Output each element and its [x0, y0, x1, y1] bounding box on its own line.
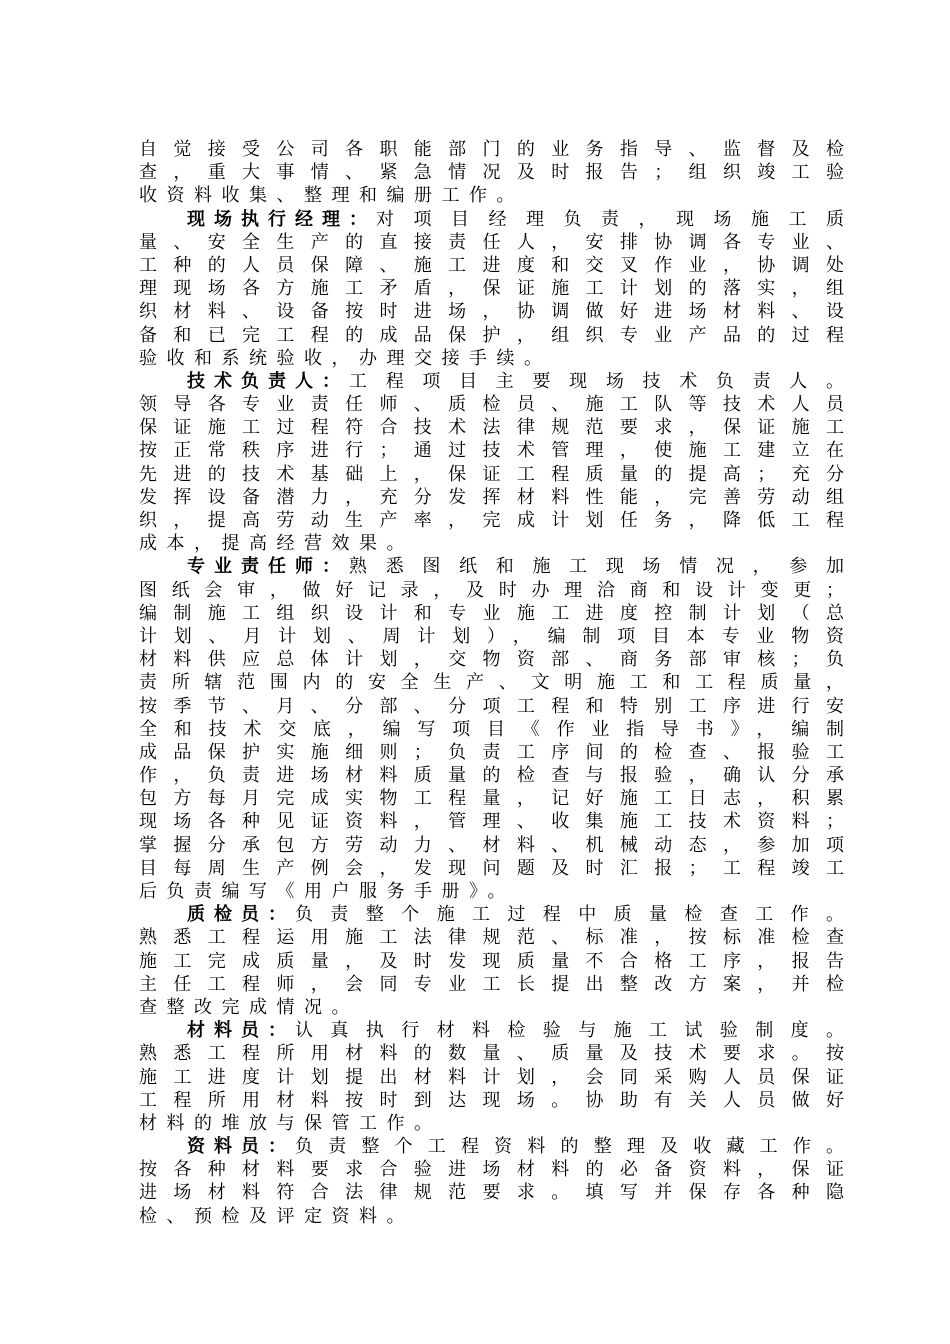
text-line [139, 439, 861, 462]
line-text: 材料的堆放与保管工作。 [139, 1112, 442, 1134]
line-text: 收资料收集、整理和编册工作。 [139, 185, 524, 207]
line-text: 工程项目主要现场技术负责人。 [349, 370, 863, 392]
text-line [139, 1205, 844, 1228]
text-line [139, 996, 844, 1019]
line-text: 图纸会审，做好记录，及时办理洽商和设计变更； [139, 579, 859, 601]
text-line [139, 1042, 861, 1065]
text-line [139, 857, 861, 880]
document-body [139, 138, 864, 1228]
line-text: 负责整个工程资料的整理及收藏工作。 [295, 1136, 860, 1158]
line-text: 包方每月完成实物工程量，记好施工日志，积累 [139, 788, 861, 810]
paragraph [139, 1019, 862, 1135]
role-heading: 质检员： [187, 904, 295, 926]
text-line [139, 973, 861, 996]
text-line [139, 741, 861, 764]
text-line [139, 903, 862, 926]
text-line [139, 926, 861, 949]
text-line [139, 347, 844, 370]
line-text: 掌握分承包方劳动力、材料、机械动态，参加项 [139, 834, 861, 856]
line-text: 进场材料符合法律规范要求。填写并保存各种隐 [139, 1182, 861, 1204]
role-heading: 资料员： [187, 1136, 295, 1158]
line-text: 责所辖范围内的安全生产、文明施工和工程质量， [139, 672, 859, 694]
line-text: 施工进度计划提出材料计划，会同采购人员保证 [139, 1066, 861, 1088]
text-line [139, 602, 861, 625]
text-line [139, 300, 861, 323]
text-line [139, 1158, 861, 1181]
line-text: 先进的技术基础上，保证工程质量的提高；充分 [139, 463, 861, 485]
line-text: 查，重大事情、紧急情况及时报告；组织竣工验 [139, 162, 861, 184]
line-text: 材料供应总体计划，交物资部、商务部审核；负 [139, 649, 861, 671]
line-text: 作，负责进场材料质量的检查与报验，确认分承 [139, 765, 861, 787]
line-text: 按正常秩序进行；通过技术管理，使施工建立在 [139, 440, 861, 462]
text-line [139, 231, 861, 254]
paragraph [139, 555, 863, 903]
text-line [139, 810, 861, 833]
text-line [139, 509, 861, 532]
paragraph [139, 370, 863, 556]
paragraph [139, 138, 861, 208]
line-text: 理现场各方施工矛盾，保证施工计划的落实，组 [139, 278, 861, 300]
text-line [139, 254, 861, 277]
text-line [139, 1019, 862, 1042]
text-line [139, 671, 859, 694]
line-text: 织材料、设备按时进场，协调做好进场材料、设 [139, 301, 861, 323]
line-text: 熟悉工程运用施工法律规范、标准，按标准检查 [139, 927, 861, 949]
line-text: 工程所用材料按时到达现场。协助有关人员做好 [139, 1089, 861, 1111]
line-text: 施工完成质量，及时发现质量不合格工序，报告 [139, 950, 861, 972]
text-line [139, 1066, 861, 1089]
line-text: 对项目经理负责，现场施工质 [376, 208, 864, 230]
line-text: 发挥设备潜力，充分发挥材料性能，完善劳动组 [139, 486, 861, 508]
text-line [139, 880, 844, 903]
text-line [139, 834, 861, 857]
text-line [139, 161, 861, 184]
paragraph [139, 208, 864, 370]
text-line [139, 324, 861, 347]
text-line [139, 625, 861, 648]
line-text: 目每周生产例会，发现问题及时汇报；工程竣工 [139, 857, 861, 879]
text-line [139, 1112, 844, 1135]
text-line [139, 463, 861, 486]
line-text: 自觉接受公司各职能部门的业务指导、监督及检 [139, 139, 861, 160]
line-text: 验收和系统验收，办理交接手续。 [139, 347, 552, 369]
paragraph [139, 903, 862, 1019]
line-text: 后负责编写《用户服务手册》。 [139, 881, 515, 902]
line-text: 熟悉工程所用材料的数量、质量及技术要求。按 [139, 1043, 861, 1065]
line-text: 按季节、月、分部、分项工程和特别工序进行安 [139, 695, 861, 717]
text-line [139, 695, 861, 718]
text-line [139, 277, 861, 300]
line-text: 保证施工过程符合技术法律规范要求，保证施工 [139, 417, 861, 439]
text-line [139, 370, 863, 393]
line-text: 成品保护实施细则；负责工序间的检查、报验工 [139, 741, 861, 763]
line-text: 检、预检及评定资料。 [139, 1205, 414, 1227]
text-line [139, 1135, 860, 1158]
text-line [139, 393, 861, 416]
text-line [139, 718, 861, 741]
line-text: 编制施工组织设计和专业施工进度控制计划（总 [139, 602, 861, 624]
line-text: 计划、月计划、周计划），编制项目本专业物资 [139, 625, 861, 647]
text-line [139, 787, 861, 810]
line-text: 工种的人员保障、施工进度和交叉作业，协调处 [139, 254, 861, 276]
line-text: 查整改完成情况。 [139, 996, 359, 1018]
line-text: 现场各种见证资料，管理、收集施工技术资料； [139, 811, 861, 833]
text-line [139, 1089, 861, 1112]
text-line [139, 579, 859, 602]
line-text: 备和已完工程的成品保护，组织专业产品的过程 [139, 324, 861, 346]
line-text: 织，提高劳动生产率，完成计划任务，降低工程 [139, 510, 861, 531]
role-heading: 专业责任师： [187, 556, 349, 578]
paragraph [139, 1135, 861, 1228]
role-heading: 技术负责人： [187, 370, 349, 392]
line-text: 领导各专业责任师、质检员、施工队等技术人员 [139, 394, 861, 416]
line-text: 量、安全生产的直接责任人，安排协调各专业、 [139, 231, 861, 253]
text-line [139, 208, 864, 231]
line-text: 全和技术交底，编写项目《作业指导书》，编制 [139, 718, 861, 740]
text-line [139, 555, 863, 578]
text-line [139, 532, 844, 555]
text-line [139, 138, 861, 161]
line-text: 熟悉图纸和施工现场情况，参加 [349, 556, 863, 578]
line-text: 认真执行材料检验与施工试验制度。 [295, 1020, 862, 1042]
line-text: 成本，提高经营效果。 [139, 533, 414, 555]
text-line [139, 184, 844, 207]
line-text: 按各种材料要求合验进场材料的必备资料，保证 [139, 1159, 861, 1181]
text-line [139, 764, 861, 787]
line-text: 主任工程师，会同专业工长提出整改方案，并检 [139, 973, 861, 995]
text-line [139, 1181, 861, 1204]
role-heading: 材料员： [187, 1020, 295, 1042]
line-text: 负责整个施工过程中质量检查工作。 [295, 904, 862, 926]
text-line [139, 416, 861, 439]
text-line [139, 950, 861, 973]
text-line [139, 486, 861, 509]
text-line [139, 648, 861, 671]
role-heading: 现场执行经理： [187, 208, 376, 230]
